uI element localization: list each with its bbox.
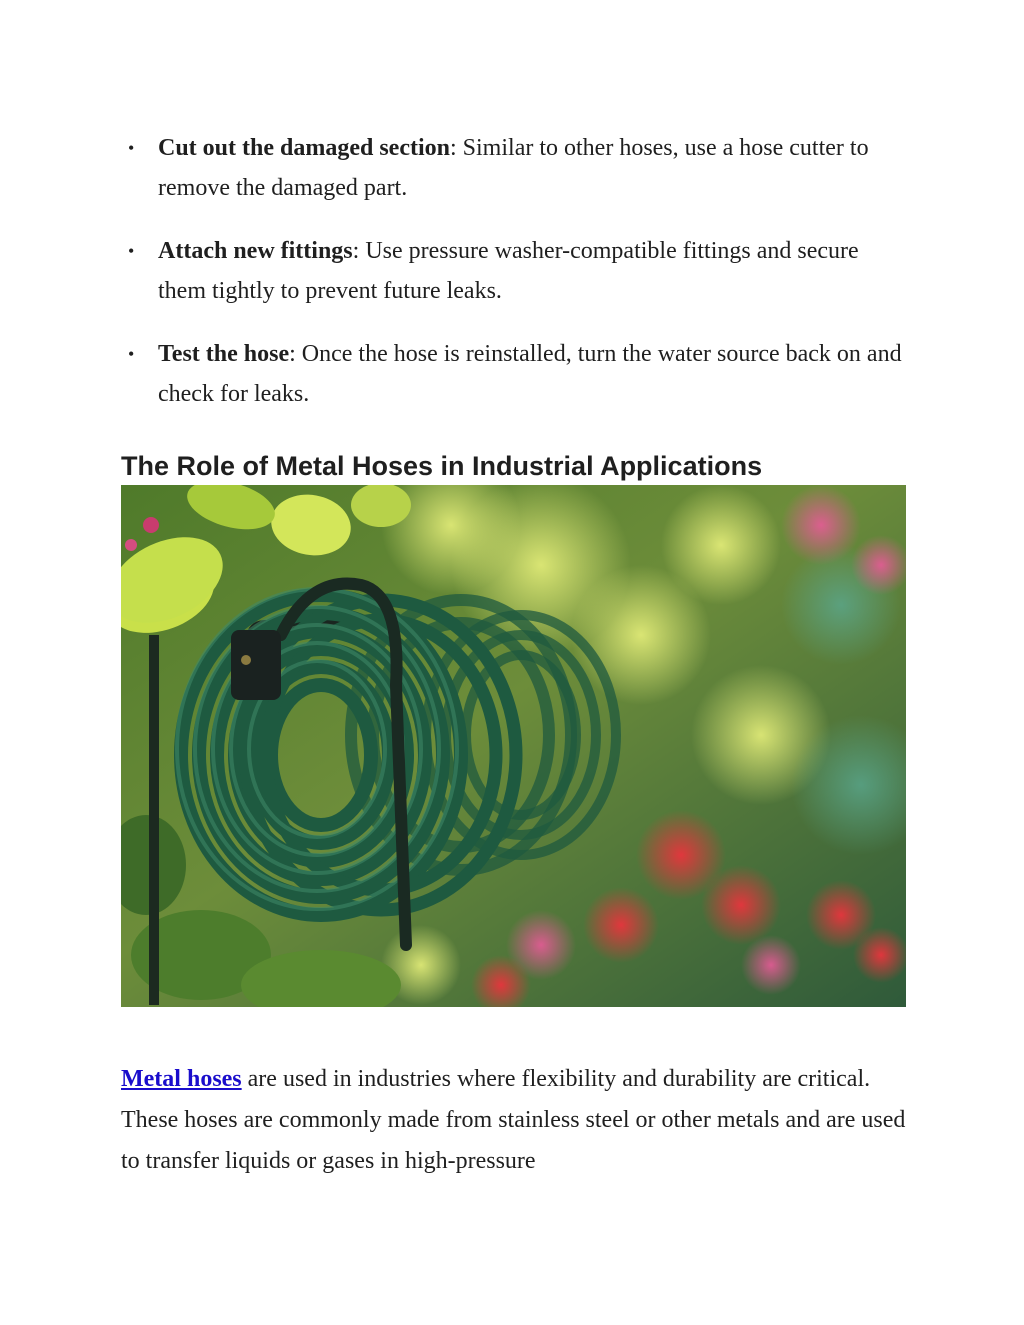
step-title: Cut out the damaged section	[158, 135, 450, 161]
step-title: Test the hose	[158, 341, 290, 367]
step-title: Attach new fittings	[158, 238, 353, 264]
list-item	[121, 334, 911, 414]
step-text: : Similar to other hoses, use a hose cutter to remove the damaged part.	[158, 135, 869, 201]
bullet: •	[128, 241, 135, 261]
repair-steps-list	[121, 128, 911, 437]
hose-reel-illustration	[121, 485, 906, 1007]
section-heading: The Role of Metal Hoses in Industrial Applications	[121, 451, 763, 481]
list-item	[121, 231, 911, 311]
metal-hoses-paragraph	[121, 1059, 911, 1182]
metal-hoses-link[interactable]: Metal hoses	[121, 1066, 242, 1092]
paragraph-text: are used in industries where flexibility and durability are critical. These hoses are commonly made from stainless steel or other metals and are used to transfer liquids or gases in high-pressure	[121, 1066, 906, 1174]
garden-hose-photo	[121, 485, 906, 1007]
step-text: : Once the hose is reinstalled, turn the water source back on and check for leaks.	[158, 341, 902, 407]
bullet: •	[128, 344, 135, 364]
list-item	[121, 128, 911, 208]
step-text: : Use pressure washer-compatible fittings and secure them tightly to prevent future leaks.	[158, 238, 859, 304]
bullet: •	[128, 138, 135, 158]
